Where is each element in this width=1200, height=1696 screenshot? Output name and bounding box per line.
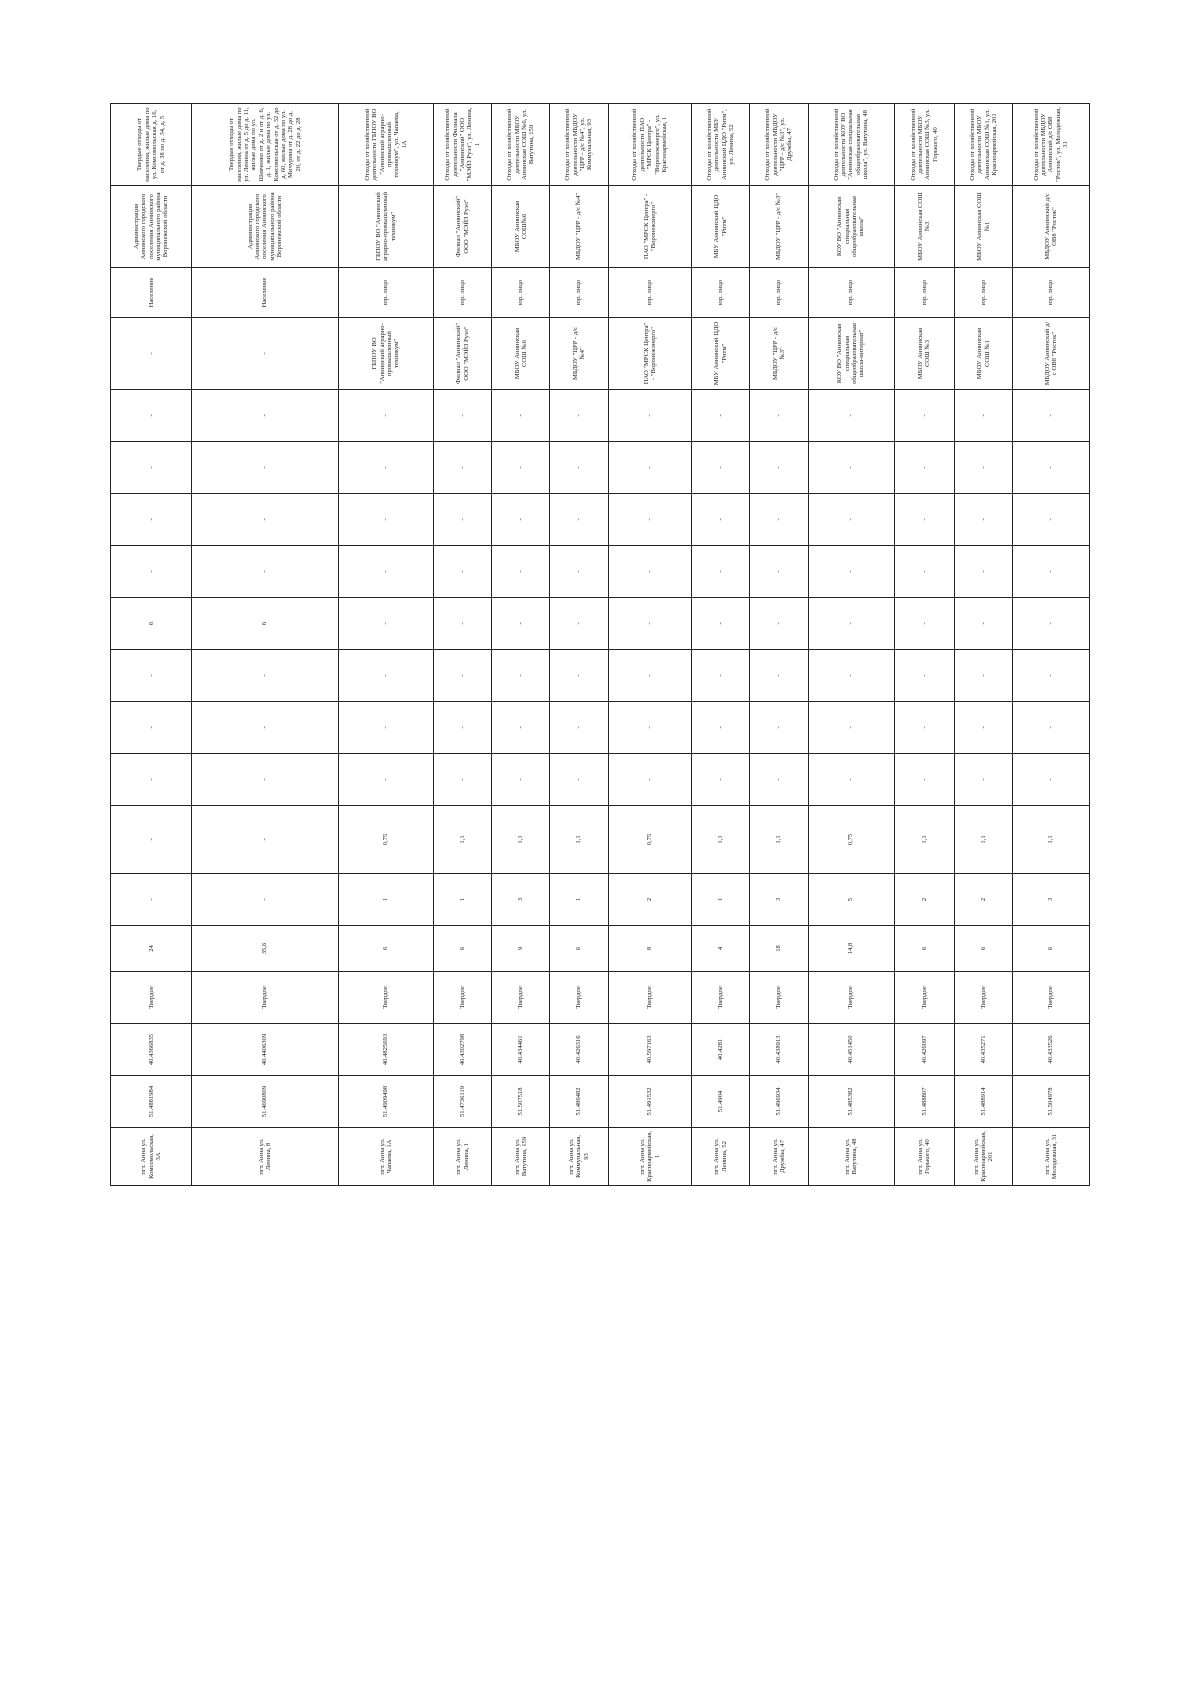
cell-c9: - — [608, 702, 692, 754]
cell-c9: - — [894, 702, 954, 754]
cell-c11: - — [808, 598, 894, 650]
table-row — [338, 104, 433, 1186]
table-row — [434, 104, 492, 1186]
cell-c14: - — [1013, 442, 1090, 494]
cell-c15: - — [434, 390, 492, 442]
cell-c13: - — [750, 494, 808, 546]
cell-c8: - — [550, 754, 608, 806]
cell-category: юр. лицо — [492, 268, 550, 318]
cell-c9: - — [111, 702, 192, 754]
cell-area: 6 — [894, 926, 954, 972]
cell-lon: 40.435271 — [955, 1024, 1013, 1076]
cell-c15: - — [338, 390, 433, 442]
cell-volume: 1,1 — [492, 806, 550, 874]
cell-lon: 40.4825693 — [338, 1024, 433, 1076]
cell-c14: - — [550, 442, 608, 494]
cell-c11: - — [750, 598, 808, 650]
table-row — [1013, 104, 1090, 1186]
cell-c8: - — [955, 754, 1013, 806]
cell-owner: МБДОУ Аннинский д/с ОВ8 "Росток" — [1013, 318, 1090, 390]
cell-c14: - — [750, 442, 808, 494]
cell-c12: - — [955, 546, 1013, 598]
cell-lon: 40.433526 — [1013, 1024, 1090, 1076]
cell-surface: Твердое — [338, 972, 433, 1024]
cell-c9: - — [692, 702, 750, 754]
cell-address: пгт. Анна ул. Ватутина, 159 — [492, 1128, 550, 1186]
cell-c10: - — [111, 650, 192, 702]
cell-c13: - — [808, 494, 894, 546]
cell-containers: 1 — [692, 874, 750, 926]
cell-owner: МБОУ Аннинская СОШ №1 — [955, 318, 1013, 390]
cell-operator: Администрация Аннинского городского поселения Аннинского муниципального района Воронежской области — [192, 186, 339, 268]
cell-area: 6 — [338, 926, 433, 972]
cell-address: пгт. Анна ул. Ленина, 52 — [692, 1128, 750, 1186]
cell-c14: - — [692, 442, 750, 494]
cell-c12: - — [1013, 546, 1090, 598]
cell-owner: МБДОУ "ЦРР - д/с №3" — [750, 318, 808, 390]
cell-c15: - — [192, 390, 339, 442]
cell-lat: 51.4736119 — [434, 1076, 492, 1128]
cell-surface: Твердое — [750, 972, 808, 1024]
cell-category: юр. лицо — [808, 268, 894, 318]
cell-source: Отходы от хозяйственной деятельности Филиала "Аннинский" ООО "МЭЙЗ Руэл", ул. Ленина, 1 — [434, 104, 492, 186]
cell-owner: МБОУ Аннинская СОШ №3 — [894, 318, 954, 390]
cell-owner: КОУ ВО "Аннинская специальная общеобразовательная школа-интернат" — [808, 318, 894, 390]
cell-lon: 40.4366835 — [111, 1024, 192, 1076]
cell-c10: - — [550, 650, 608, 702]
cell-c8: - — [750, 754, 808, 806]
cell-volume: 1,1 — [434, 806, 492, 874]
cell-c15: - — [1013, 390, 1090, 442]
cell-containers: - — [192, 874, 339, 926]
cell-lon: 40.4281 — [692, 1024, 750, 1076]
cell-c13: - — [608, 494, 692, 546]
cell-owner: МБУ Аннинский ЦДО "Ритм" — [692, 318, 750, 390]
rotated-table-wrapper — [110, 107, 1090, 1186]
cell-lon: 40.426316 — [550, 1024, 608, 1076]
cell-c10: - — [808, 650, 894, 702]
cell-address: пгт. Анна ул. Комсомольская, 3А — [111, 1128, 192, 1186]
cell-operator: Администрация Аннинского городского поселения Аннинского муниципального района Воронежской области — [111, 186, 192, 268]
cell-c14: - — [192, 442, 339, 494]
cell-source: Твердые отходы от населения, жилые дома по ул. Комсомольская д. 16, от д. 38 по д. 34, д. 5 — [111, 104, 192, 186]
cell-c12: - — [492, 546, 550, 598]
cell-c13: - — [111, 494, 192, 546]
cell-operator: МБДОУ "ЦРР - д/с №4" — [550, 186, 608, 268]
cell-c13: - — [338, 494, 433, 546]
cell-containers: 1 — [550, 874, 608, 926]
cell-source: Отходы от хозяйственной деятельности МБОУ Аннинская СОШ №1, ул. Красноармейская, 201 — [955, 104, 1013, 186]
cell-owner: ГБПОУ ВО "Аннинский аграрно-промышленный техникум" — [338, 318, 433, 390]
table-row — [955, 104, 1013, 1186]
cell-c13: - — [192, 494, 339, 546]
cell-lon: 40.4406309 — [192, 1024, 339, 1076]
cell-c12: - — [608, 546, 692, 598]
cell-area: 35,6 — [192, 926, 339, 972]
cell-c10: - — [192, 650, 339, 702]
cell-c11: - — [550, 598, 608, 650]
cell-address: пгт. Анна ул. Красноармейская, 1 — [608, 1128, 692, 1186]
cell-surface: Твердое — [492, 972, 550, 1024]
cell-containers: 3 — [750, 874, 808, 926]
cell-category: юр. лицо — [750, 268, 808, 318]
cell-containers: 1 — [338, 874, 433, 926]
cell-category: юр. лицо — [1013, 268, 1090, 318]
cell-category: юр. лицо — [608, 268, 692, 318]
cell-volume: 1,1 — [550, 806, 608, 874]
cell-c13: - — [492, 494, 550, 546]
cell-c12: - — [550, 546, 608, 598]
cell-area: 6 — [550, 926, 608, 972]
cell-address: пгт. Анна ул. Ватутина, 48 — [808, 1128, 894, 1186]
cell-area: 4 — [692, 926, 750, 972]
cell-address: пгт. Анна ул. Дружбы, 47 — [750, 1128, 808, 1186]
cell-c8: - — [692, 754, 750, 806]
cell-containers: 2 — [955, 874, 1013, 926]
cell-c15: - — [550, 390, 608, 442]
table-row — [894, 104, 954, 1186]
cell-c9: - — [492, 702, 550, 754]
cell-c14: - — [808, 442, 894, 494]
cell-c9: - — [434, 702, 492, 754]
cell-c13: - — [955, 494, 1013, 546]
cell-lat: 51.486482 — [550, 1076, 608, 1128]
cell-c9: - — [192, 702, 339, 754]
cell-c8: - — [1013, 754, 1090, 806]
cell-c15: - — [608, 390, 692, 442]
cell-c10: - — [1013, 650, 1090, 702]
waste-sites-table — [110, 103, 1090, 1186]
cell-c9: - — [550, 702, 608, 754]
cell-containers: 1 — [434, 874, 492, 926]
cell-surface: Твердое — [434, 972, 492, 1024]
cell-surface: Твердое — [608, 972, 692, 1024]
cell-lon: 40.597163 — [608, 1024, 692, 1076]
cell-source: Отходы от хозяйственной деятельности ПАО "МРСК Центра" - "Воронежэнерго", ул. Красноармейская, 1 — [608, 104, 692, 186]
cell-c15: - — [111, 390, 192, 442]
cell-category: юр. лицо — [434, 268, 492, 318]
cell-operator: ПАО "МРСК Центра" - "Воронежэнерго" — [608, 186, 692, 268]
cell-c15: - — [955, 390, 1013, 442]
cell-c12: - — [750, 546, 808, 598]
cell-containers: - — [111, 874, 192, 926]
cell-c11: - — [608, 598, 692, 650]
cell-c9: - — [1013, 702, 1090, 754]
cell-lat: 51.4909498 — [338, 1076, 433, 1128]
cell-operator: МБОУ Аннинская СОШ №1 — [955, 186, 1013, 268]
cell-c8: - — [492, 754, 550, 806]
cell-area: 24 — [111, 926, 192, 972]
cell-c13: - — [434, 494, 492, 546]
cell-category: юр. лицо — [338, 268, 433, 318]
cell-lon: 40.438913 — [750, 1024, 808, 1076]
cell-c11: 6 — [192, 598, 339, 650]
cell-source: Отходы от хозяйственной деятельности ГБПОУ ВО "Аннинский аграрно-промышленный техникум", ул. Чапаева, 1А — [338, 104, 433, 186]
cell-operator: МБУ Аннинский ЦДО "Ритм" — [692, 186, 750, 268]
cell-area: 18 — [750, 926, 808, 972]
cell-area: 8 — [608, 926, 692, 972]
cell-owner: МБДОУ "ЦРР - д/с №4" — [550, 318, 608, 390]
table-row — [808, 104, 894, 1186]
cell-c14: - — [111, 442, 192, 494]
cell-area: 14,8 — [808, 926, 894, 972]
cell-address: пгт. Анна ул. Красноармейская, 201 — [955, 1128, 1013, 1186]
cell-category: Население — [192, 268, 339, 318]
cell-area: 6 — [1013, 926, 1090, 972]
cell-volume: 1,1 — [894, 806, 954, 874]
table-row — [492, 104, 550, 1186]
cell-containers: 2 — [894, 874, 954, 926]
cell-operator: МБДОУ Аннинский д/с ОВ8 "Росток" — [1013, 186, 1090, 268]
cell-volume: - — [111, 806, 192, 874]
cell-source: Отходы от хозяйственной деятельности МБДОУ "ЦРР - д/с №4", ул. Коммунальная, 93 — [550, 104, 608, 186]
cell-c12: - — [808, 546, 894, 598]
cell-lat: 51.496934 — [750, 1076, 808, 1128]
cell-area: 9 — [492, 926, 550, 972]
cell-category: юр. лицо — [955, 268, 1013, 318]
cell-address: пгт. Анна ул. Ленина, 1 — [434, 1128, 492, 1186]
cell-lon: 40.451450 — [808, 1024, 894, 1076]
cell-owner: МБОУ Аннинская СОШ №6 — [492, 318, 550, 390]
cell-address: пгт. Анна ул. Ленина, 8 — [192, 1128, 339, 1186]
cell-c11: - — [955, 598, 1013, 650]
cell-c14: - — [955, 442, 1013, 494]
cell-c15: - — [808, 390, 894, 442]
cell-volume: 1,1 — [750, 806, 808, 874]
cell-c9: - — [750, 702, 808, 754]
cell-c8: - — [808, 754, 894, 806]
cell-c8: - — [192, 754, 339, 806]
cell-c11: 6 — [111, 598, 192, 650]
cell-c10: - — [692, 650, 750, 702]
cell-operator: МБДОУ "ЦРР - д/с №3" — [750, 186, 808, 268]
cell-category: юр. лицо — [894, 268, 954, 318]
cell-c15: - — [750, 390, 808, 442]
cell-lat: 51.491532 — [608, 1076, 692, 1128]
cell-c9: - — [338, 702, 433, 754]
table-row — [750, 104, 808, 1186]
cell-c10: - — [492, 650, 550, 702]
cell-c9: - — [955, 702, 1013, 754]
cell-area: 6 — [434, 926, 492, 972]
cell-volume: 0,75 — [808, 806, 894, 874]
cell-c13: - — [1013, 494, 1090, 546]
cell-c12: - — [111, 546, 192, 598]
cell-c11: - — [434, 598, 492, 650]
cell-c12: - — [338, 546, 433, 598]
cell-c8: - — [111, 754, 192, 806]
cell-c11: - — [338, 598, 433, 650]
cell-operator: ГБПОУ ВО "Аннинский аграрно-промышленный техникум" — [338, 186, 433, 268]
cell-c10: - — [338, 650, 433, 702]
cell-c15: - — [492, 390, 550, 442]
cell-c11: - — [692, 598, 750, 650]
cell-containers: 3 — [492, 874, 550, 926]
cell-c11: - — [1013, 598, 1090, 650]
cell-containers: 5 — [808, 874, 894, 926]
cell-c12: - — [894, 546, 954, 598]
cell-area: 6 — [955, 926, 1013, 972]
cell-c9: - — [808, 702, 894, 754]
cell-source: Отходы от хозяйственной деятельности МБУ Аннинский ЦДО "Ритм", ул. Ленина, 52 — [692, 104, 750, 186]
table-row — [192, 104, 339, 1186]
cell-source: Отходы от хозяйственной деятельности МБОУ Аннинская СОШ №6, ул. Ватутина, 159 — [492, 104, 550, 186]
cell-containers: 3 — [1013, 874, 1090, 926]
cell-c14: - — [608, 442, 692, 494]
cell-surface: Твердое — [808, 972, 894, 1024]
cell-lat: 51.488807 — [894, 1076, 954, 1128]
cell-c14: - — [434, 442, 492, 494]
cell-operator: МБОУ Аннинская СОШ№6 — [492, 186, 550, 268]
cell-address: пгт. Анна ул. Коммунальная, 93 — [550, 1128, 608, 1186]
cell-c10: - — [434, 650, 492, 702]
table-row — [608, 104, 692, 1186]
cell-c12: - — [192, 546, 339, 598]
cell-c12: - — [692, 546, 750, 598]
cell-address: пгт. Анна ул. Чапаева, 1А — [338, 1128, 433, 1186]
cell-source: Отходы от хозяйственной деятельности МБОУ Аннинская СОШ №3, ул. Горького, 40 — [894, 104, 954, 186]
table-row — [111, 104, 192, 1186]
cell-surface: Твердое — [192, 972, 339, 1024]
cell-c10: - — [608, 650, 692, 702]
cell-lon: 40.4302798 — [434, 1024, 492, 1076]
cell-owner: - — [111, 318, 192, 390]
cell-c10: - — [894, 650, 954, 702]
cell-volume: 1,1 — [692, 806, 750, 874]
cell-category: юр. лицо — [550, 268, 608, 318]
cell-c12: - — [434, 546, 492, 598]
cell-address: пгт. Анна ул. Горького, 40 — [894, 1128, 954, 1186]
cell-owner: Филиал "Аннинский" ООО "МЭЙЗ Руэл" — [434, 318, 492, 390]
cell-source: Отходы от хозяйственной деятельности МБДОУ "ЦРР - д/с №3", ул. Дружбы, 47 — [750, 104, 808, 186]
cell-category: Население — [111, 268, 192, 318]
cell-address: пгт. Анна ул. Молодежная, 31 — [1013, 1128, 1090, 1186]
cell-c11: - — [894, 598, 954, 650]
cell-owner: - — [192, 318, 339, 390]
cell-c8: - — [894, 754, 954, 806]
cell-volume: 1,1 — [955, 806, 1013, 874]
cell-operator: Филиал "Аннинский" ООО "МЭЙЗ Руэл" — [434, 186, 492, 268]
cell-c15: - — [894, 390, 954, 442]
cell-c13: - — [894, 494, 954, 546]
cell-operator: КОУ ВО "Аннинская специальная общеобразовательная школа" — [808, 186, 894, 268]
cell-lat: 51.4690809 — [192, 1076, 339, 1128]
cell-source: Отходы от хозяйственной деятельности КОУ ВО "Аннинская специальная общеобразовательная школа", ул. Ватутина, 48 — [808, 104, 894, 186]
cell-volume: 1,1 — [1013, 806, 1090, 874]
cell-c8: - — [434, 754, 492, 806]
cell-category: юр. лицо — [692, 268, 750, 318]
cell-c11: - — [492, 598, 550, 650]
cell-surface: Твердое — [894, 972, 954, 1024]
cell-source: Отходы от хозяйственной деятельности МБДОУ Аннинский д/с ОВ8 "Росток", ул. Молодежная, 31 — [1013, 104, 1090, 186]
cell-lon: 40.426097 — [894, 1024, 954, 1076]
cell-c13: - — [692, 494, 750, 546]
cell-c14: - — [492, 442, 550, 494]
table-body — [111, 104, 1090, 1186]
cell-c15: - — [692, 390, 750, 442]
cell-lat: 51.485382 — [808, 1076, 894, 1128]
cell-c10: - — [750, 650, 808, 702]
cell-lon: 40.434461 — [492, 1024, 550, 1076]
cell-surface: Твердое — [692, 972, 750, 1024]
cell-lat: 51.4881984 — [111, 1076, 192, 1128]
cell-c8: - — [338, 754, 433, 806]
cell-lat: 51.504978 — [1013, 1076, 1090, 1128]
cell-owner: ПАО "МРСК Центра" - "Воронежэнерго" — [608, 318, 692, 390]
cell-volume: - — [192, 806, 339, 874]
cell-surface: Твердое — [1013, 972, 1090, 1024]
cell-surface: Твердое — [111, 972, 192, 1024]
table-row — [550, 104, 608, 1186]
cell-lat: 51.507518 — [492, 1076, 550, 1128]
cell-c8: - — [608, 754, 692, 806]
cell-c13: - — [550, 494, 608, 546]
cell-surface: Твердое — [955, 972, 1013, 1024]
cell-containers: 2 — [608, 874, 692, 926]
cell-c14: - — [894, 442, 954, 494]
cell-surface: Твердое — [550, 972, 608, 1024]
cell-c14: - — [338, 442, 433, 494]
cell-volume: 0,75 — [608, 806, 692, 874]
cell-operator: МБОУ Аннинская СОШ №3 — [894, 186, 954, 268]
cell-source: Твердые отходы от населения, жилые дома по ул. Ленина от д. 5 до д. 11, жилые дома по ул. Шевченко от д. 2 и от д. 6, д. 1, жилые дома по ул. Комсомольская от д. 32 до д. 60, жилые дома по ул. Мичурина от д. 28 до д. 20, от д. 22 до д. 28 — [192, 104, 339, 186]
cell-lat: 51.4904 — [692, 1076, 750, 1128]
cell-volume: 0,75 — [338, 806, 433, 874]
cell-lat: 51.488914 — [955, 1076, 1013, 1128]
cell-c10: - — [955, 650, 1013, 702]
table-row — [692, 104, 750, 1186]
